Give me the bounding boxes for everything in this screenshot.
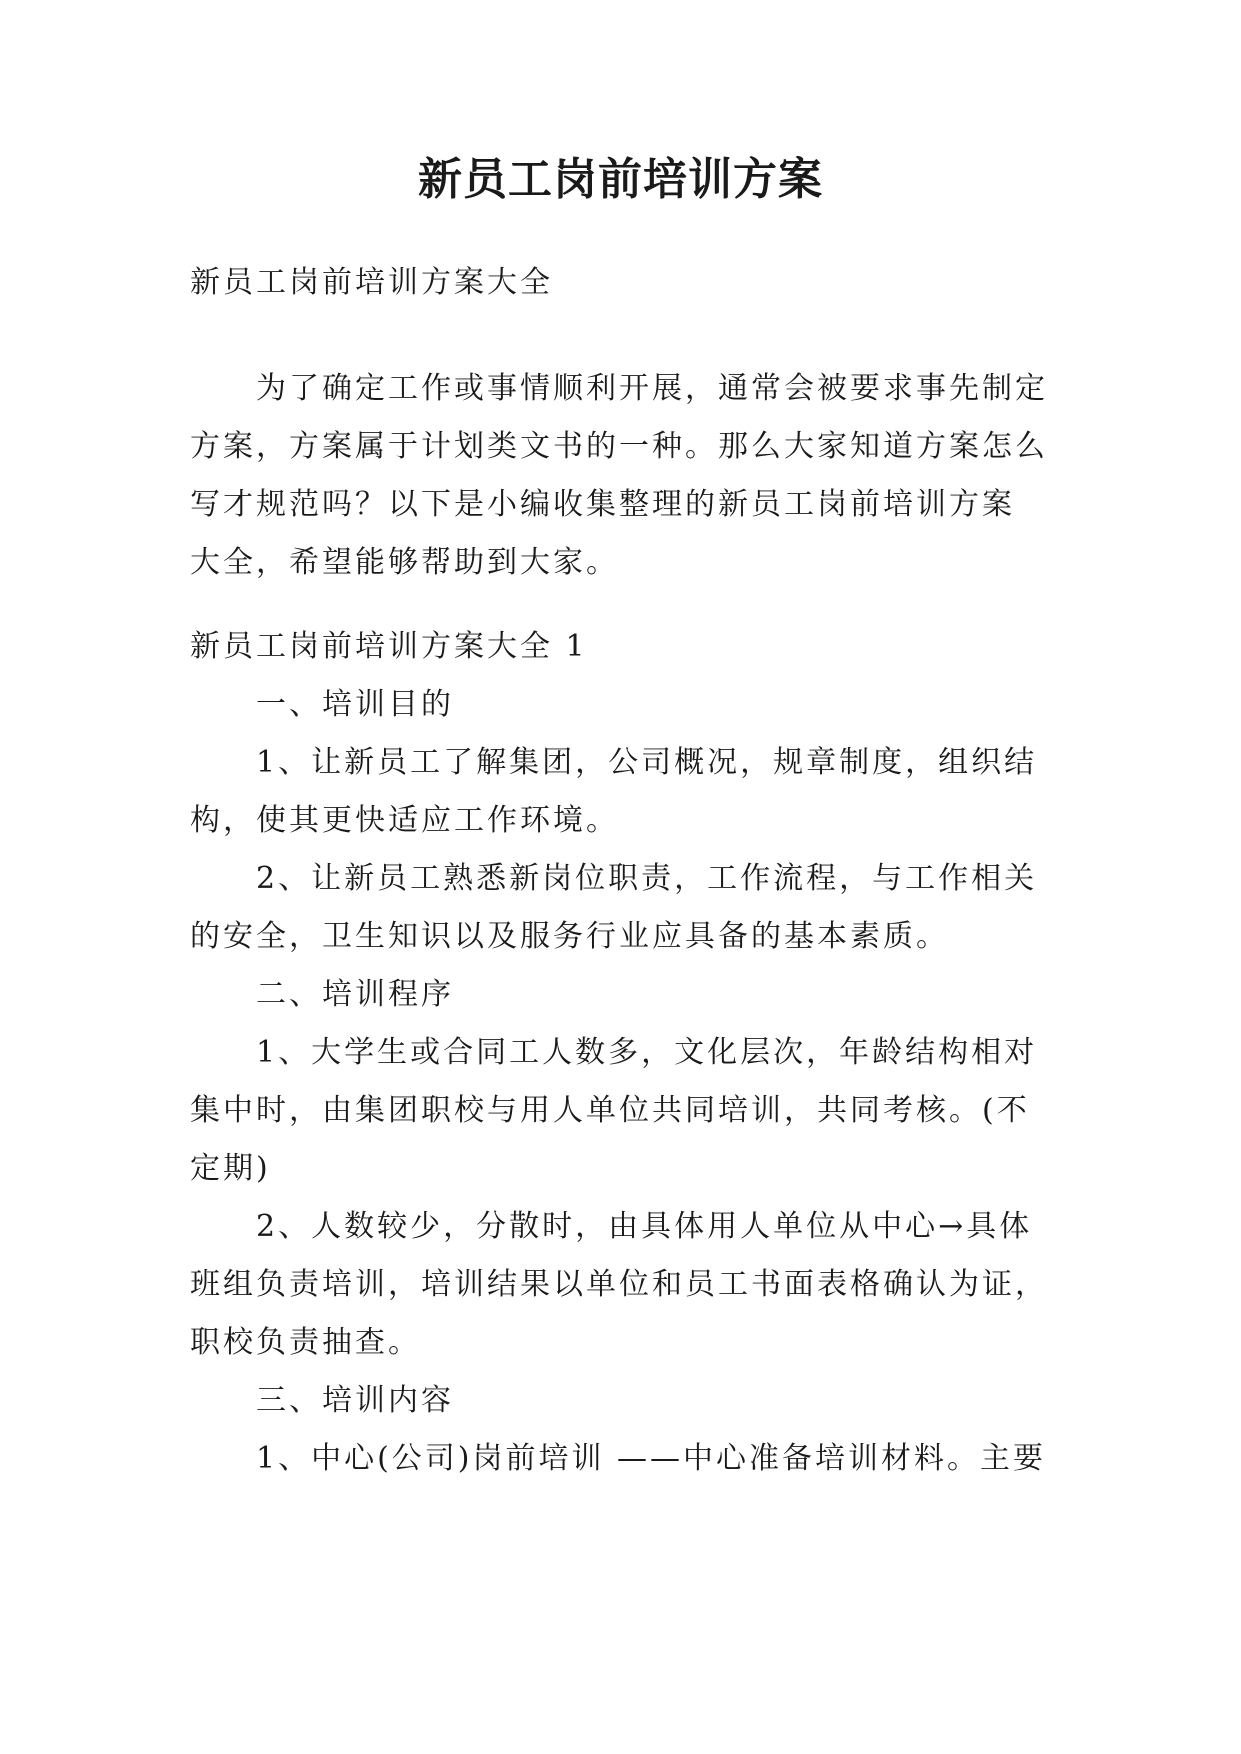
purpose-item-2-line-2: 的安全，卫生知识以及服务行业应具备的基本素质。 [190,919,949,954]
procedure-item-1-line-3: 定期) [190,1151,271,1186]
document-subtitle [190,254,1060,312]
section-heading: 新员工岗前培训方案大全 1 [190,629,588,664]
document-title: 新员工岗前培训方案 [418,154,823,205]
procedure-item-2-line-1: 2、人数较少，分散时，由具体用人单位从中心→具体 [256,1209,1033,1244]
intro-line-2: 方案，方案属于计划类文书的一种。那么大家知道方案怎么 [190,429,1048,464]
procedure-item-1-line-1: 1、大学生或合同工人数多，文化层次，年龄结构相对 [256,1035,1038,1070]
procedure-item-1-line-2: 集中时，由集团职校与用人单位共同培训，共同考核。(不 [190,1093,1030,1128]
intro-line-4: 大全，希望能够帮助到大家。 [190,545,619,580]
intro-line-3: 写才规范吗？以下是小编收集整理的新员工岗前培训方案 [190,487,1015,522]
subtitle-line: 新员工岗前培训方案大全 [190,265,553,300]
intro-paragraph [190,360,1060,592]
procedure-item-2-line-2: 班组负责培训，培训结果以单位和员工书面表格确认为证， [190,1267,1048,1302]
purpose-item-1-line-1: 1、让新员工了解集团，公司概况，规章制度，组织结 [256,745,1038,780]
heading-training-content: 三、培训内容 [256,1383,454,1418]
purpose-item-1-line-2: 构，使其更快适应工作环境。 [190,803,619,838]
purpose-item-2-line-1: 2、让新员工熟悉新岗位职责，工作流程，与工作相关 [256,861,1038,896]
section-body [190,618,1060,1488]
procedure-item-2-line-3: 职校负责抽查。 [190,1325,421,1360]
heading-training-procedure: 二、培训程序 [256,977,454,1012]
content-item-1-line-1: 1、中心(公司)岗前培训 ——中心准备培训材料。主要 [256,1441,1047,1476]
heading-training-purpose: 一、培训目的 [256,687,454,722]
intro-line-1: 为了确定工作或事情顺利开展，通常会被要求事先制定 [256,371,1048,406]
